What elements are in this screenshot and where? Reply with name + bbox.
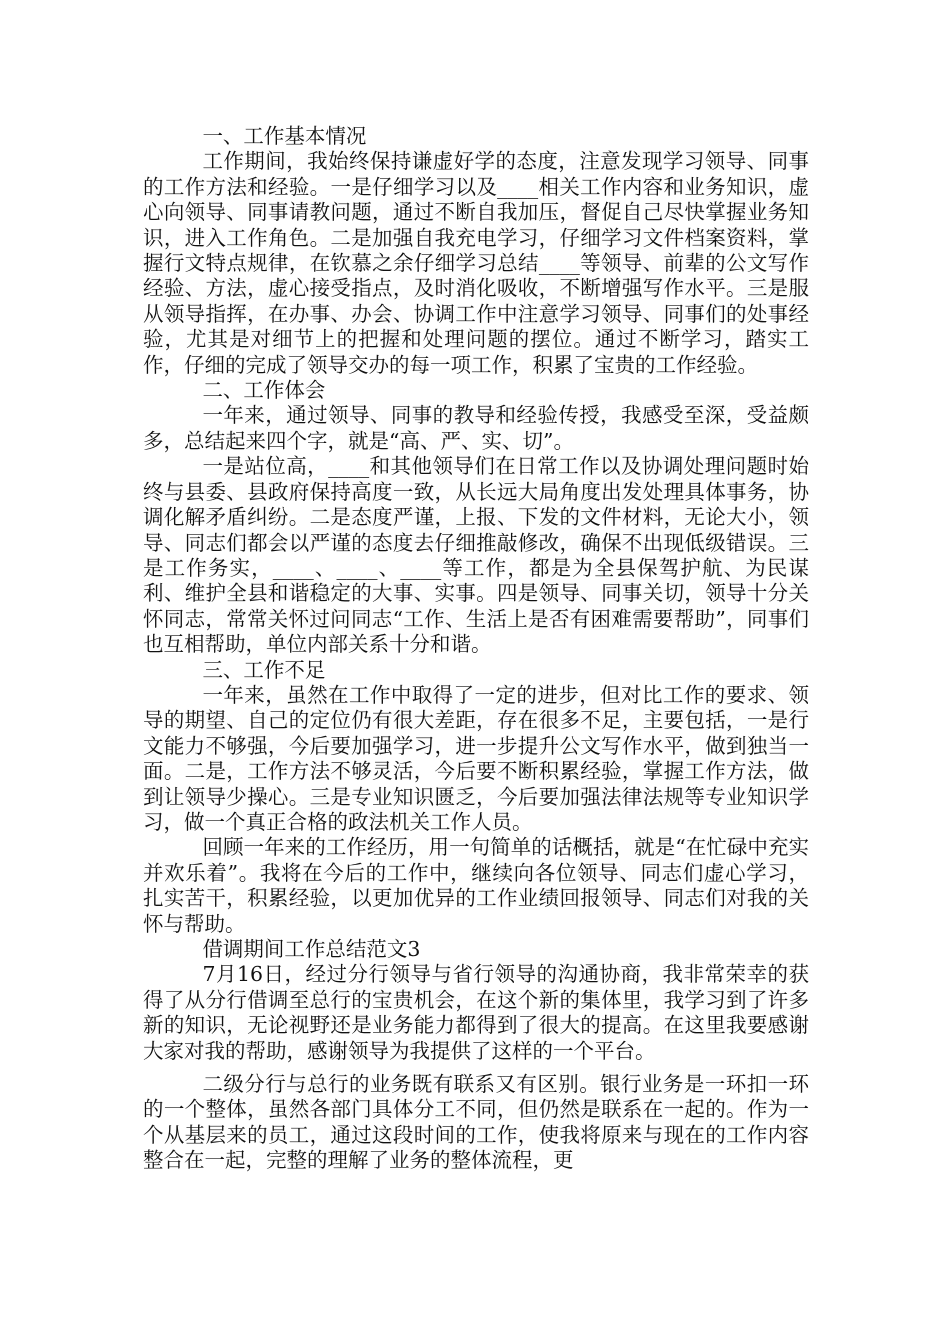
paragraph-experience-details: 一是站位高，____和其他领导们在日常工作以及协调处理问题时始终与县委、县政府保持高度一致，从长远大局角度出发处理具体事务，协调化解矛盾纠纷。二是态度严谨，上报、下发的文件材料，无论大小，领导、同志们都会以严谨的态度去仔细推敲修改，确保不出现低级错误。三是工作务实，____、____、____等工作，都是为全县保驾护航、为民谋利、维护全县和谐稳定的大事、实事。四是领导、同事关切，领导十分关怀同志，常常关怀过问同志“工作、生活上是否有困难需要帮助”，同事们也互相帮助，单位内部关系十分和谐。: [143, 454, 809, 657]
paragraph-experience-intro: 一年来，通过领导、同事的教导和经验传授，我感受至深，受益颇多，总结起来四个字，就是“高、严、实、切”。: [143, 403, 809, 453]
paragraph-basic-situation: 工作期间，我始终保持谦虚好学的态度，注意发现学习领导、同事的工作方法和经验。一是仔细学习以及____相关工作内容和业务知识，虚心向领导、同事请教问题，通过不断自我加压，督促自己尽快掌握业务知识，进入工作角色。二是加强自我充电学习，仔细学习文件档案资料，掌握行文特点规律，在钦慕之余仔细学习总结____等领导、前辈的公文写作经验、方法，虚心接受指点，及时消化吸收，不断增强写作水平。三是服从领导指挥，在办事、办会、协调工作中注意学习领导、同事们的处事经验，尤其是对细节上的把握和处理问题的摆位。通过不断学习，踏实工作，仔细的完成了领导交办的每一项工作，积累了宝贵的工作经验。: [143, 149, 809, 377]
section-heading-work-experience: 二、工作体会: [202, 378, 326, 403]
section-heading-basic-situation: 一、工作基本情况: [202, 124, 367, 148]
paragraph-secondment-intro: 7月16日，经过分行领导与省行领导的沟通协商，我非常荣幸的获得了从分行借调至总行的宝贵机会，在这个新的集体里，我学习到了许多新的知识，无论视野还是业务能力都得到了很大的提高。在这里我要感谢大家对我的帮助，感谢领导为我提供了这样的一个平台。: [143, 962, 809, 1063]
article-title-sample-3: 借调期间工作总结范文3: [202, 937, 421, 961]
section-heading-shortcomings: 三、工作不足: [202, 657, 326, 682]
paragraph-branch-business: 二级分行与总行的业务既有联系又有区别。银行业务是一环扣一环的一个整体，虽然各部门具体分工不同，但仍然是联系在一起的。作为一个从基层来的员工，通过这段时间的工作，使我将原来与现在的工作内容整合在一起，完整的理解了业务的整体流程，更: [143, 1072, 809, 1173]
document-body: [143, 124, 809, 1174]
paragraph-shortcomings: 一年来，虽然在工作中取得了一定的进步，但对比工作的要求、领导的期望、自己的定位仍有很大差距，存在很多不足，主要包括，一是行文能力不够强，今后要加强学习，进一步提升公文写作水平，做到独当一面。二是，工作方法不够灵活，今后要不断积累经验，掌握工作方法，做到让领导少操心。三是专业知识匮乏，今后要加强法律法规等专业知识学习，做一个真正合格的政法机关工作人员。: [143, 682, 809, 834]
paragraph-review: 回顾一年来的工作经历，用一句简单的话概括，就是“在忙碌中充实并欢乐着”。我将在今后的工作中，继续向各位领导、同志们虚心学习，扎实苦干，积累经验，以更加优异的工作业绩回报领导、同志们对我的关怀与帮助。: [143, 835, 809, 936]
